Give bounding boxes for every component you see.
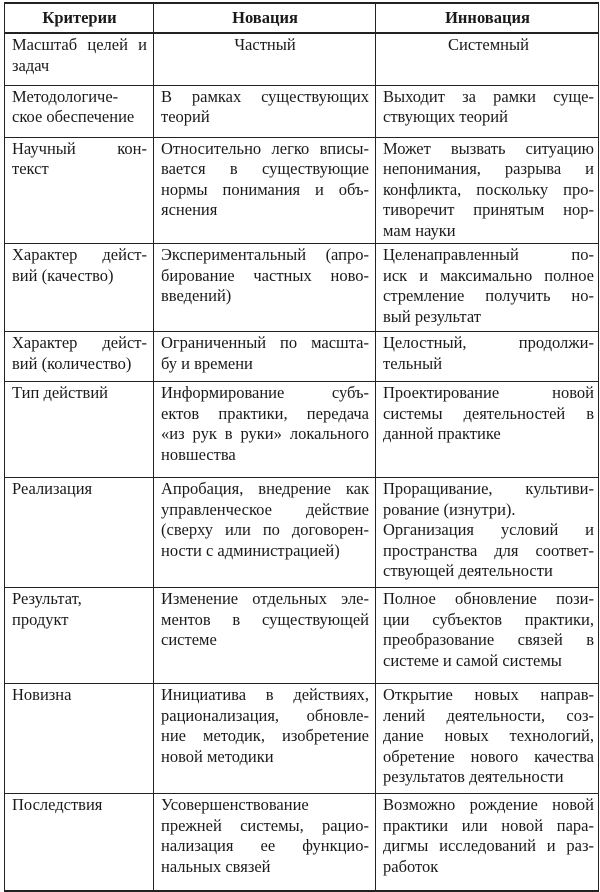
cell-line: управленческое действие — [161, 499, 369, 519]
cell-criterion — [5, 684, 154, 794]
cell-novation — [154, 85, 376, 137]
cell-line: непонимания, разрыва и — [383, 159, 594, 178]
cell-line: Информирование субъ- — [161, 383, 369, 402]
cell-line: преобразование связей в — [383, 630, 594, 649]
cell-criterion — [5, 33, 154, 85]
cell-line: задач — [12, 55, 50, 75]
table-row — [5, 33, 599, 85]
cell-line: введений) — [161, 286, 232, 305]
cell-innovation — [376, 684, 599, 794]
cell-line: тельный — [383, 353, 443, 373]
cell-line: нормы понимания и объ- — [161, 179, 369, 199]
cell-line: пространства для соответ- — [383, 540, 594, 560]
cell-line: ствующих теорий — [383, 107, 508, 126]
cell-line: ствующей деятельности — [383, 561, 553, 580]
cell-line: бу и времени — [161, 353, 253, 373]
cell-novation — [154, 382, 376, 478]
table-row — [5, 85, 599, 137]
cell-line: прежней системы, рацио- — [161, 815, 369, 835]
cell-line: Открытие новых направ- — [383, 685, 594, 704]
cell-line: Научный кон- — [12, 138, 147, 158]
cell-innovation — [376, 478, 599, 588]
cell-line: системе и самой системы — [383, 650, 562, 670]
cell-line: обретение нового качества — [383, 746, 594, 766]
cell-novation — [154, 588, 376, 684]
cell-line: новой методики — [161, 746, 274, 766]
cell-criterion — [5, 332, 154, 382]
cell-innovation — [376, 33, 599, 85]
cell-line: Характер дейст- — [12, 245, 147, 264]
cell-criterion — [5, 382, 154, 478]
cell-line: Выходит за рамки суще- — [383, 86, 594, 106]
cell-line: продукт — [12, 609, 69, 629]
table-row — [5, 684, 599, 794]
cell-line: стремление получить но- — [383, 286, 594, 305]
cell-line: Может вызвать ситуацию — [383, 138, 594, 158]
header-innovation: Инновация — [376, 3, 599, 33]
cell-line: Тип действий — [12, 383, 108, 402]
cell-line: работок — [383, 856, 439, 876]
cell-innovation — [376, 85, 599, 137]
cell-line: ности с администрацией) — [161, 540, 340, 560]
cell-line: системы деятельностей в — [383, 403, 594, 423]
cell-line: текст — [12, 159, 49, 178]
table-row — [5, 244, 599, 332]
cell-line: Реализация — [12, 479, 93, 498]
cell-line: В рамках существующих — [161, 86, 369, 106]
table-row — [5, 332, 599, 382]
table-body — [5, 33, 599, 891]
cell-line: Организация условий и — [383, 520, 594, 539]
cell-line: рационализация, обновле- — [161, 705, 369, 725]
cell-line: Экспериментальный (апро- — [161, 245, 369, 264]
cell-criterion — [5, 794, 154, 891]
table-row — [5, 478, 599, 588]
cell-line: Инициатива в действиях, — [161, 685, 369, 704]
table-row — [5, 794, 599, 891]
cell-line: вий (качество) — [12, 265, 114, 285]
header-criteria: Критерии — [5, 3, 154, 33]
table-header-row — [5, 3, 599, 33]
cell-line: результатов деятельности — [383, 767, 564, 786]
cell-line: Апробация, внедрение как — [161, 479, 369, 498]
cell-line: дание новых технологий, — [383, 726, 594, 745]
cell-criterion — [5, 478, 154, 588]
cell-line: Усовершенствование — [161, 795, 309, 814]
cell-line: «из рук в руки» локального — [161, 424, 369, 443]
cell-line: вий (количество) — [12, 353, 132, 373]
cell-line: Относительно легко вписы- — [161, 138, 369, 158]
cell-line: яснения — [161, 200, 218, 219]
cell-criterion — [5, 588, 154, 684]
cell-line: Новизна — [12, 685, 72, 704]
cell-line: мам науки — [383, 220, 456, 240]
cell-criterion — [5, 137, 154, 244]
cell-innovation — [376, 137, 599, 244]
cell-novation — [154, 684, 376, 794]
cell-novation — [154, 332, 376, 382]
cell-line: Системный — [448, 35, 529, 54]
cell-line: бирование частных ново- — [161, 265, 369, 285]
cell-line: данной практике — [383, 424, 501, 443]
table-row — [5, 382, 599, 478]
cell-line: иск и максимально полное — [383, 265, 594, 285]
cell-novation — [154, 794, 376, 891]
cell-line: дигмы исследований и раз- — [383, 836, 594, 855]
cell-line: ектов практики, передача — [161, 403, 369, 423]
cell-line: лений деятельности, соз- — [383, 705, 594, 725]
cell-line: Проектирование новой — [383, 383, 594, 402]
cell-line: конфликта, поскольку про- — [383, 179, 594, 199]
cell-line: Изменение отдельных эле- — [161, 589, 369, 608]
cell-line: Масштаб целей и — [12, 35, 147, 54]
cell-line: Последствия — [12, 795, 103, 814]
cell-line: Проращивание, культиви- — [383, 479, 594, 498]
cell-line: Характер дейст- — [12, 333, 147, 352]
cell-innovation — [376, 332, 599, 382]
header-novation: Новация — [154, 3, 376, 33]
comparison-table — [4, 2, 599, 892]
cell-line: ментов в существующей — [161, 609, 369, 629]
cell-line: ское обеспечение — [12, 107, 135, 126]
cell-novation — [154, 478, 376, 588]
cell-line: Целенаправленный по- — [383, 245, 594, 264]
cell-line: практики или новой пара- — [383, 815, 594, 835]
cell-novation — [154, 33, 376, 85]
cell-line: теорий — [161, 107, 210, 126]
cell-line: тиворечит принятым нор- — [383, 200, 594, 219]
cell-line: вый результат — [383, 306, 481, 326]
cell-innovation — [376, 588, 599, 684]
cell-criterion — [5, 244, 154, 332]
cell-criterion — [5, 85, 154, 137]
cell-line: нализация ее функцио- — [161, 836, 369, 855]
cell-line: Целостный, продолжи- — [383, 333, 594, 352]
cell-line: Полное обновление пози- — [383, 589, 594, 608]
cell-line: Ограниченный по масшта- — [161, 333, 369, 352]
cell-line: Возможно рождение новой — [383, 795, 594, 814]
cell-line: рование (изнутри). — [383, 499, 516, 519]
cell-line: Частный — [234, 35, 296, 54]
cell-line: нальных связей — [161, 856, 271, 876]
cell-line: вается в существующие — [161, 159, 369, 178]
cell-line: ции субъектов практики, — [383, 609, 594, 629]
cell-novation — [154, 137, 376, 244]
cell-innovation — [376, 794, 599, 891]
cell-line: системе — [161, 630, 217, 649]
cell-line: Результат, — [12, 589, 82, 608]
cell-innovation — [376, 244, 599, 332]
cell-line: Методологиче- — [12, 86, 119, 106]
cell-line: (сверху или по договорен- — [161, 520, 369, 539]
cell-line: новшества — [161, 444, 236, 464]
cell-innovation — [376, 382, 599, 478]
table-row — [5, 137, 599, 244]
table-row — [5, 588, 599, 684]
cell-line: ние методик, изобретение — [161, 726, 369, 745]
cell-novation — [154, 244, 376, 332]
